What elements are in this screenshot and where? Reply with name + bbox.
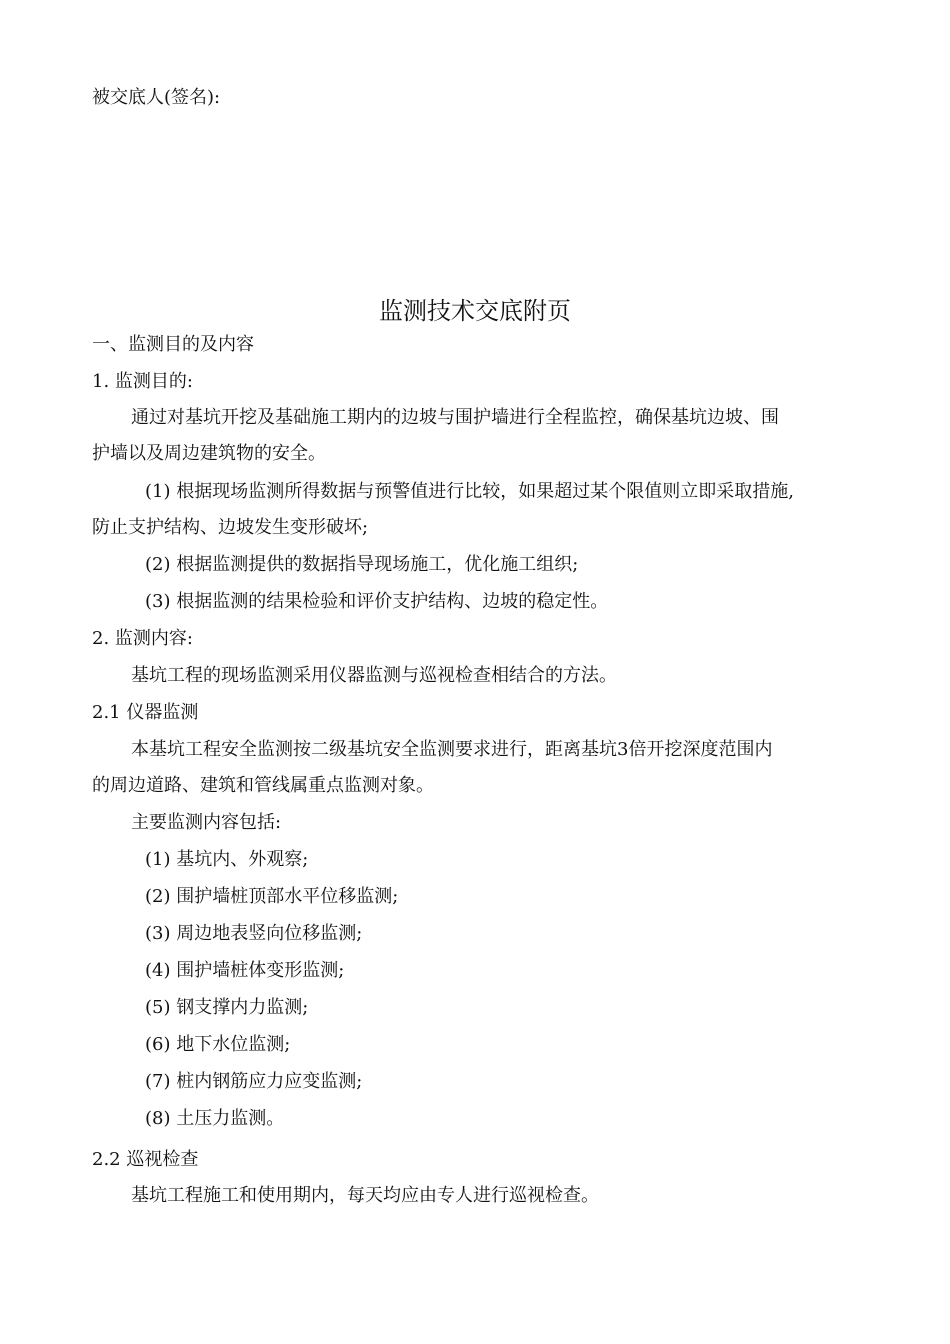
- content-intro: 基坑工程的现场监测采用仪器监测与巡视检查相结合的方法。: [131, 665, 617, 686]
- purpose-heading: 1. 监测目的:: [92, 371, 193, 392]
- section-heading: 一、监测目的及内容: [92, 334, 254, 355]
- instrument-heading: 2.1 仪器监测: [92, 702, 199, 723]
- purpose-item-1-line-2: 防止支护结构、边坡发生变形破坏;: [92, 517, 369, 538]
- instrument-text-line-2: 的周边道路、建筑和管线属重点监测对象。: [92, 775, 434, 796]
- instrument-item-1: (1) 基坑内、外观察;: [145, 849, 309, 870]
- instrument-main-label: 主要监测内容包括:: [131, 812, 282, 833]
- instrument-item-4: (4) 围护墙桩体变形监测;: [145, 960, 345, 981]
- patrol-text: 基坑工程施工和使用期内，每天均应由专人进行巡视检查。: [131, 1185, 599, 1206]
- patrol-heading: 2.2 巡视检查: [92, 1149, 199, 1170]
- purpose-item-3: (3) 根据监测的结果检验和评价支护结构、边坡的稳定性。: [145, 591, 609, 612]
- page-title: 监测技术交底附页: [379, 297, 571, 325]
- purpose-intro-line-1: 通过对基坑开挖及基础施工期内的边坡与围护墙进行全程监控，确保基坑边坡、围: [131, 407, 779, 428]
- instrument-item-7: (7) 桩内钢筋应力应变监测;: [145, 1071, 363, 1092]
- purpose-item-2: (2) 根据监测提供的数据指导现场施工，优化施工组织;: [145, 554, 579, 575]
- purpose-item-1-line-1: (1) 根据现场监测所得数据与预警值进行比较，如果超过某个限值则立即采取措施,: [145, 481, 794, 502]
- signature-line: 被交底人(签名):: [92, 87, 221, 108]
- instrument-item-5: (5) 钢支撑内力监测;: [145, 997, 309, 1018]
- content-heading: 2. 监测内容:: [92, 628, 193, 649]
- instrument-item-2: (2) 围护墙桩顶部水平位移监测;: [145, 886, 399, 907]
- purpose-intro-line-2: 护墙以及周边建筑物的安全。: [92, 443, 326, 464]
- instrument-item-8: (8) 土压力监测。: [145, 1108, 285, 1129]
- instrument-item-6: (6) 地下水位监测;: [145, 1034, 291, 1055]
- instrument-item-3: (3) 周边地表竖向位移监测;: [145, 923, 363, 944]
- instrument-text-line-1: 本基坑工程安全监测按二级基坑安全监测要求进行，距离基坑3倍开挖深度范围内: [131, 739, 773, 760]
